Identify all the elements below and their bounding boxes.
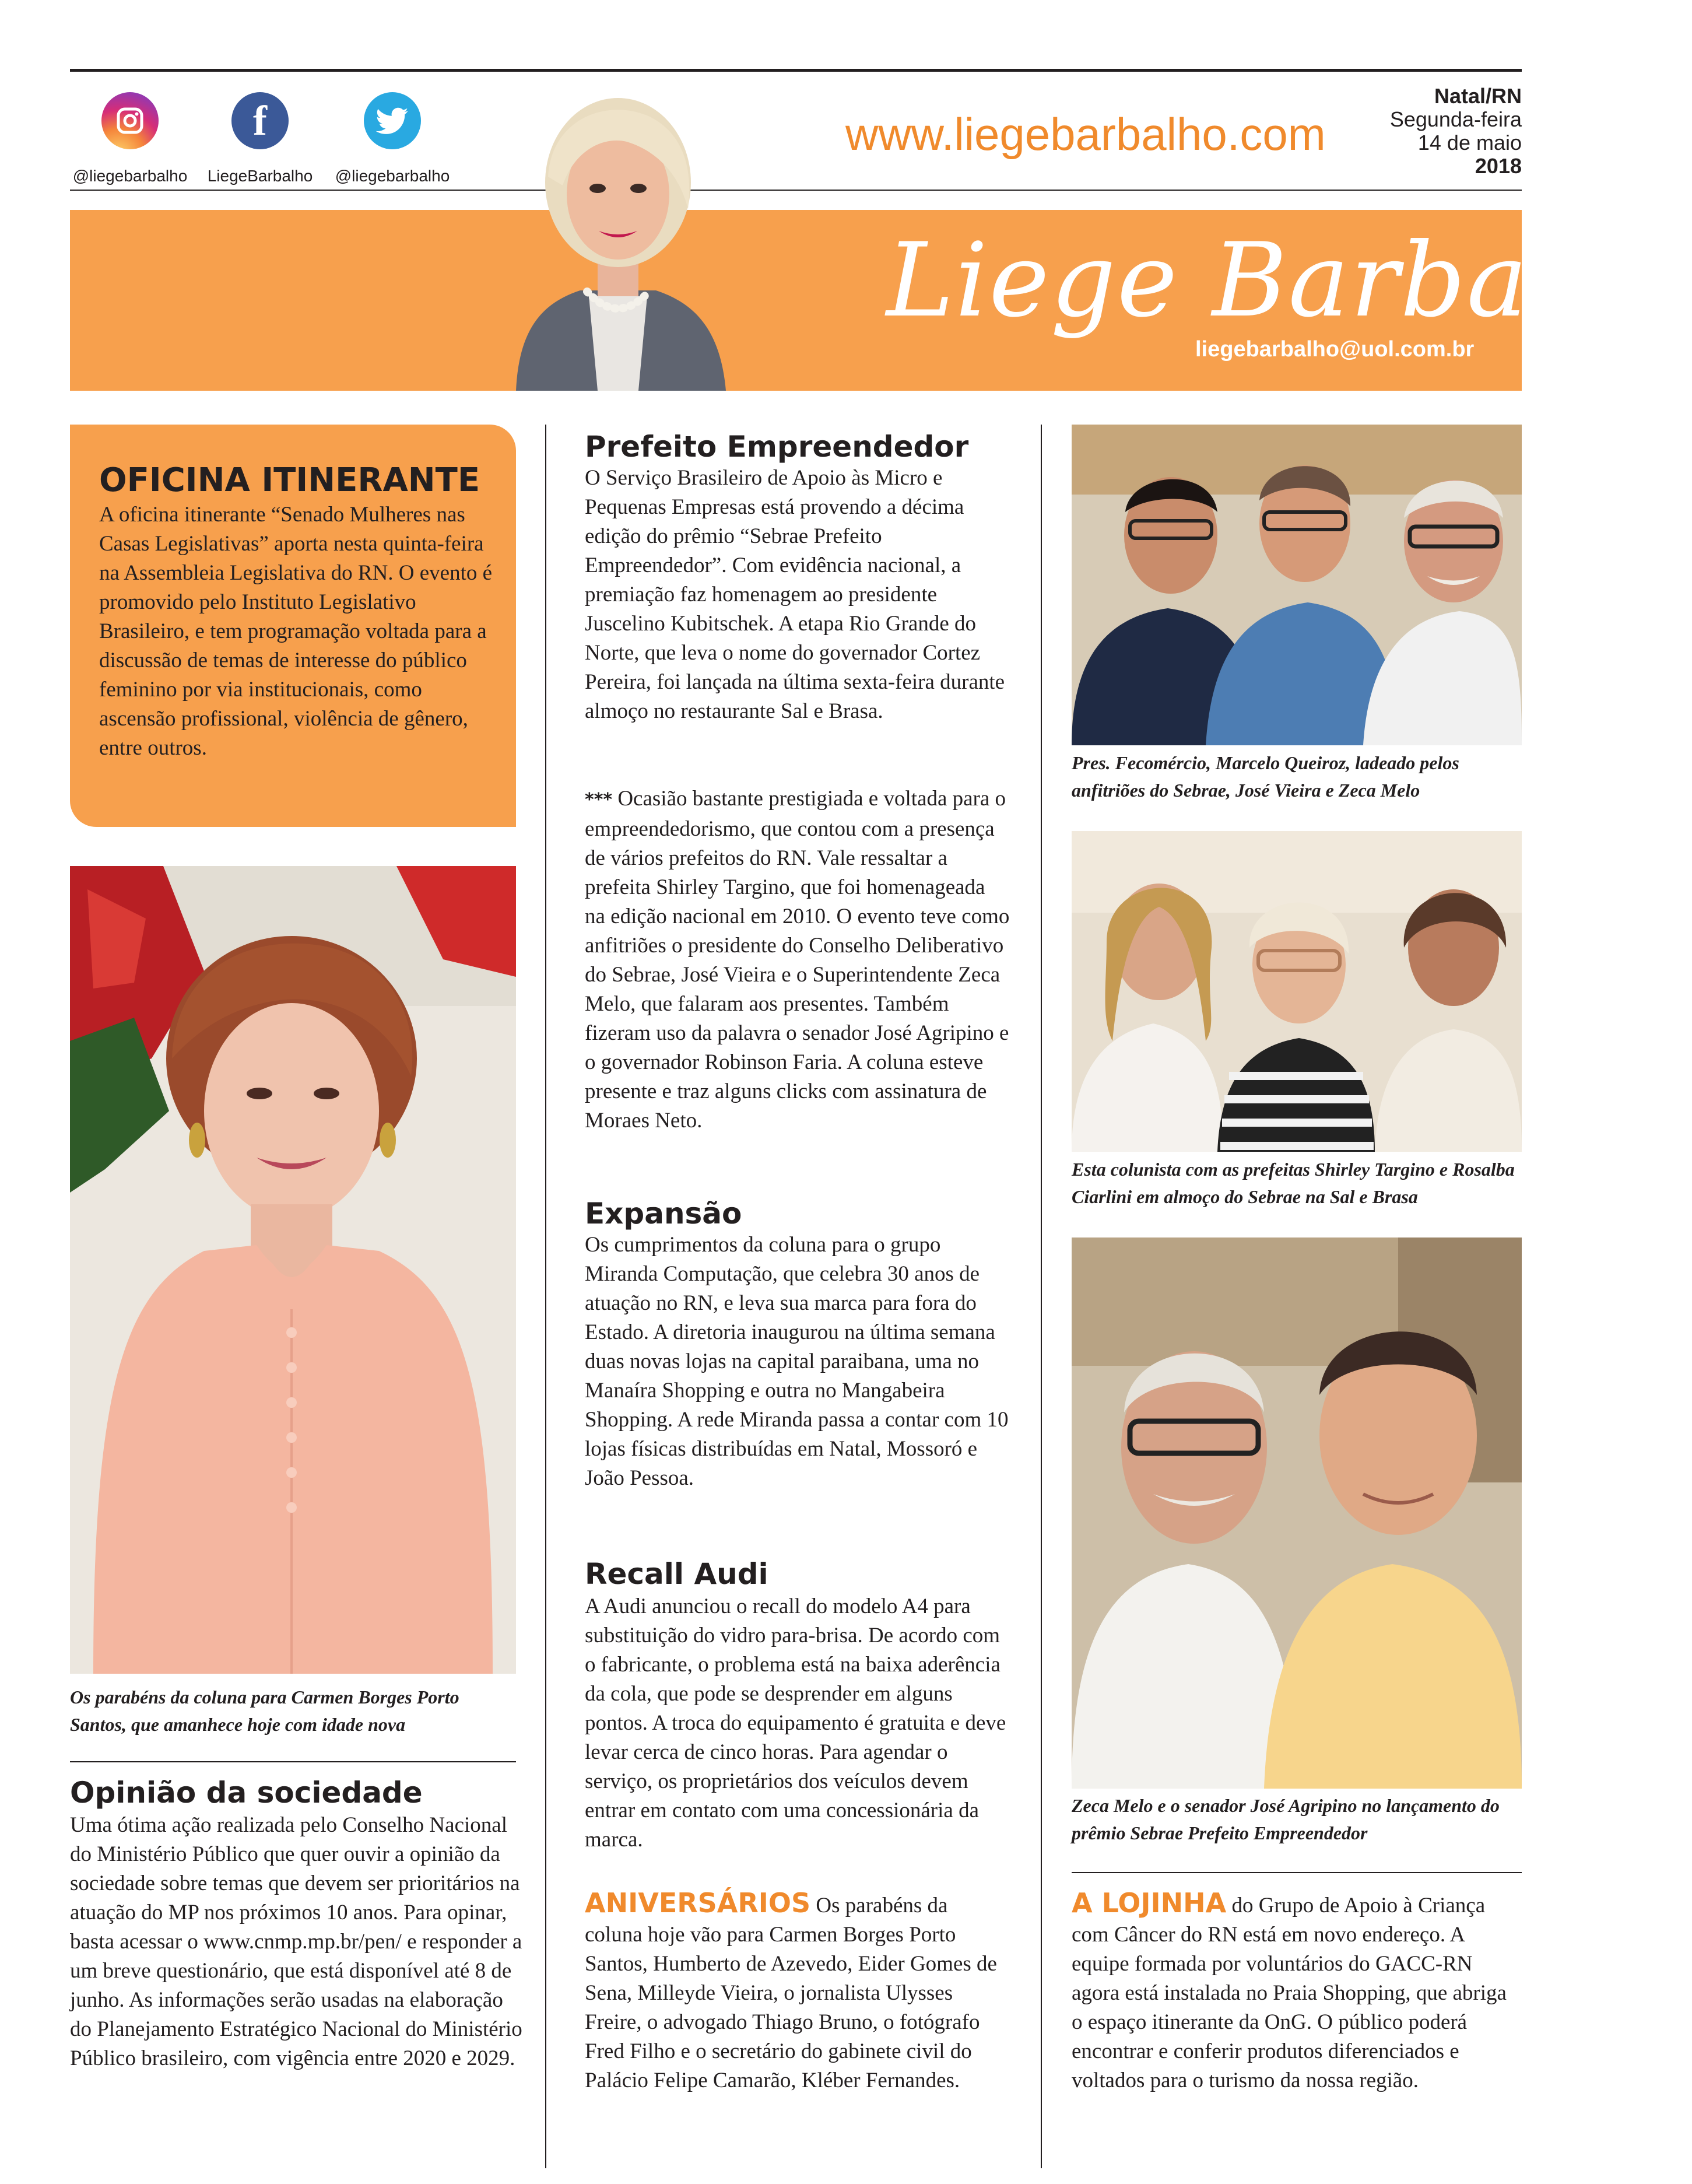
oficina-title: OFICINA ITINERANTE <box>99 461 480 499</box>
column-divider-2 <box>1041 425 1042 2168</box>
photo-zeca-agripino <box>1072 1238 1522 1789</box>
photo-prefeitas <box>1072 831 1522 1152</box>
opiniao-title: Opinião da sociedade <box>70 1776 423 1810</box>
recall-body: A Audi anunciou o recall do modelo A4 para substituição do vidro para-brisa. De acordo com o fabricante, o problema está na baixa aderência da cola, que pode se desprender em alguns pontos. A troca do equipamento é gratuita e deve levar cerca de cinco horas. Para agendar o serviço, os proprietários dos veículos devem entrar em contato com uma concessionária da marca. <box>585 1594 1006 1852</box>
prefeito-body: O Serviço Brasileiro de Apoio às Micro e Pequenas Empresas está provendo a décima edição do prêmio “Sebrae Prefeito Empreendedor”. Com evidência nacional, a premiação faz homenagem ao presidente Juscelino Kubitschek. A etapa Rio Grande do Norte, que leva o nome do governador Cortez Pereira, foi lançada na última sexta-feira durante almoço no restaurante Sal e Brasa. <box>585 466 1005 723</box>
column-divider-1 <box>545 425 546 2168</box>
facebook-icon[interactable]: f <box>231 92 289 149</box>
expansao-body: Os cumprimentos da coluna para o grupo Miranda Computação, que celebra 30 anos de atuação no RN, e leva sua marca para fora do Estado. A diretoria inaugurou na última semana duas novas lojas na capital paraibana, uma no Manaíra Shopping e outra no Mangabeira Shopping. A rede Miranda passa a contar com 10 lojas físicas distribuídas em Natal, Mossoró e João Pessoa. <box>585 1233 1009 1490</box>
instagram-handle[interactable]: @liegebarbalho <box>72 167 188 185</box>
twitter-handle[interactable]: @liegebarbalho <box>335 167 450 185</box>
photo-carmen-caption: Os parabéns da coluna para Carmen Borges Porto Santos, que amanhece hoje com idade nova <box>70 1687 459 1735</box>
photo-fecomercio <box>1072 425 1522 745</box>
lojinha-lead: A LOJINHA <box>1072 1887 1227 1919</box>
social-twitter[interactable] <box>322 92 462 185</box>
lojinha-body: do Grupo de Apoio à Criança com Câncer do RN está em novo endereço. A equipe formada por voluntários do GACC-RN agora está instalada no Praia Shopping, que abriga o espaço itinerante da OnG. O público poderá encontrar e conferir produtos diferenciados e voltados para o turismo da nossa região. <box>1072 1894 1507 2092</box>
columnist-portrait <box>493 75 743 391</box>
aniversarios-section <box>585 1888 1010 2095</box>
prefeito-body-2 <box>585 784 1010 1135</box>
lojinha-section <box>1072 1888 1521 2095</box>
photo-fecomercio-caption: Pres. Fecomércio, Marcelo Queiroz, ladeado pelos anfitriões do Sebrae, José Vieira e Zeca Melo <box>1072 752 1459 801</box>
twitter-icon[interactable] <box>364 92 421 149</box>
separator-stars: *** <box>585 790 613 810</box>
aniversarios-lead: ANIVERSÁRIOS <box>585 1887 811 1919</box>
col3-section-rule <box>1072 1872 1522 1873</box>
facebook-handle[interactable]: LiegeBarbalho <box>207 167 313 185</box>
social-instagram[interactable] <box>60 92 200 185</box>
aniversarios-body: Os parabéns da coluna hoje vão para Carmen Borges Porto Santos, Humberto de Azevedo, Eider Gomes de Sena, Milleyde Vieira, o jornalista Ulysses Freire, o advogado Thiago Bruno, o fotógrafo Fred Filho e o secretário do gabinete civil do Palácio Felipe Camarão, Kléber Fernandes. <box>585 1894 997 2092</box>
site-url[interactable]: www.liegebarbalho.com <box>845 108 1326 160</box>
prefeito-body-2-text: Ocasião bastante prestigiada e voltada para o empreendedorismo, que contou com a presença de vários prefeitos do RN. Vale ressaltar a prefeita Shirley Targino, que foi homenageada na edição nacional em 2010. O evento teve como anfitriões o presidente do Conselho Deliberativo do Sebrae, José Vieira e o Superintendente Zeca Melo, que falaram aos presentes. Também fizeram uso da palavra o senador José Agripino e o governador Robinson Faria. A coluna esteve presente e traz alguns clicks com assinatura de Moraes Neto. <box>585 787 1010 1133</box>
dateline <box>1390 85 1522 178</box>
social-facebook[interactable] <box>190 92 330 185</box>
dateline-date: 14 de maio <box>1417 131 1522 155</box>
oficina-body: A oficina itinerante “Senado Mulheres nas Casas Legislativas” aporta nesta quinta-feira na Assembleia Legislativa do RN. O evento é promovido pelo Instituto Legislativo Brasileiro, e tem programação voltada para a discussão de temas de interesse do público feminino por via institucionais, como ascensão profissional, violência de gênero, entre outros. <box>99 503 493 760</box>
instagram-icon[interactable] <box>101 92 159 149</box>
recall-title: Recall Audi <box>585 1557 768 1591</box>
top-rule <box>70 69 1522 72</box>
dateline-city: Natal/RN <box>1434 84 1522 108</box>
opiniao-body: Uma ótima ação realizada pelo Conselho Nacional do Ministério Público que quer ouvir a opinião da sociedade sobre temas que devem ser prioritários na atuação do MP nos próximos 10 anos. Para opinar, basta acessar o www.cnmp.mp.br/pen/ e responder a um breve questionário, que está disponível até 8 de junho. As informações serão usadas na elaboração do Planejamento Estratégico Nacional do Ministério Público brasileiro, com vigência entre 2020 e 2029. <box>70 1813 522 2070</box>
photo-carmen <box>70 866 516 1674</box>
photo-prefeitas-caption: Esta colunista com as prefeitas Shirley Targino e Rosalba Ciarlini em almoço do Sebrae na Sal e Brasa <box>1072 1159 1515 1207</box>
col1-section-rule <box>70 1761 516 1762</box>
dateline-year: 2018 <box>1475 154 1522 178</box>
dateline-weekday: Segunda-feira <box>1389 107 1522 131</box>
columnist-name: Liege Barbalho <box>886 222 1692 340</box>
expansao-title: Expansão <box>585 1197 742 1231</box>
columnist-email[interactable]: liegebarbalho@uol.com.br <box>1195 337 1475 362</box>
header-rule <box>70 190 1522 191</box>
photo-zeca-agripino-caption: Zeca Melo e o senador José Agripino no lançamento do prêmio Sebrae Prefeito Empreendedor <box>1072 1795 1500 1843</box>
prefeito-title: Prefeito Empreendedor <box>585 430 969 464</box>
